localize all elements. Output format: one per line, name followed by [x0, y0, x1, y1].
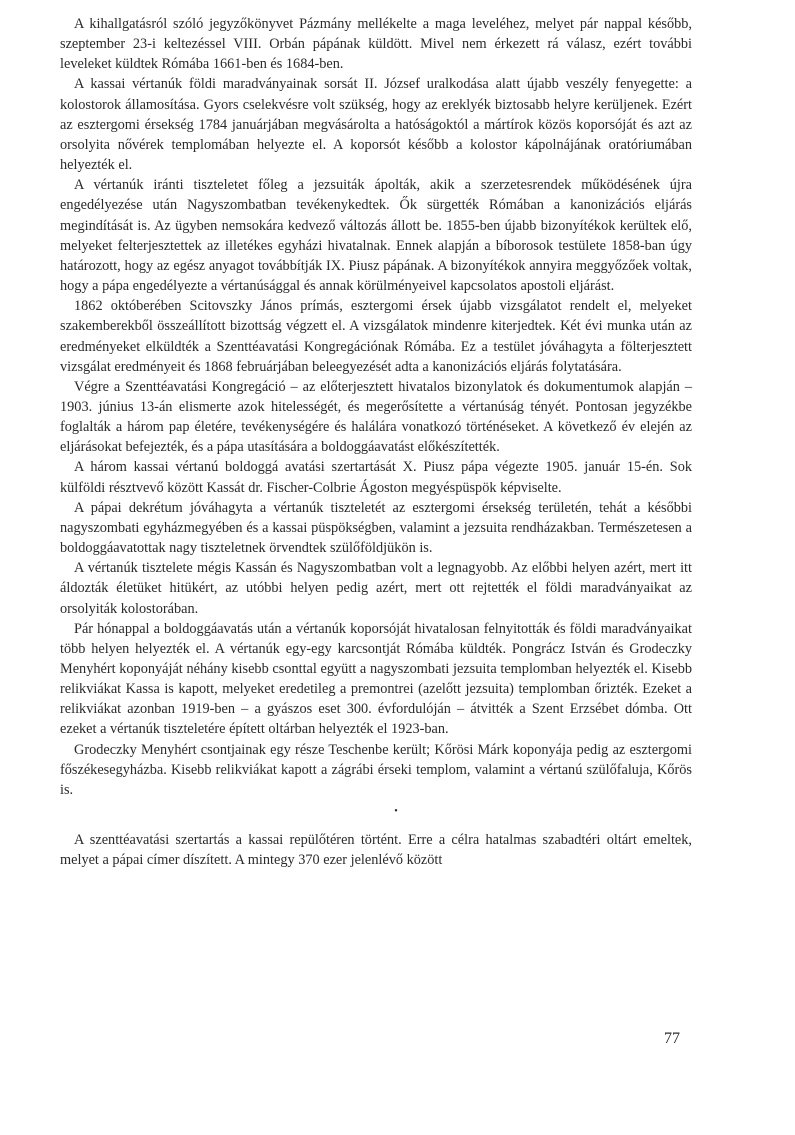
paragraph-2: A kassai vértanúk földi maradványainak sorsát II. József uralkodása alatt újabb veszély fenyegette: a kolostorok államosítása. Gyors cselekvésre volt szükség, hogy az ereklyék biztosabb helyre kerüljenek. Ezért az esztergomi érsekség 1784 januárjában megvásárolta a hatóságoktól a mártírok közös koporsóját és azt az orsolyita nővérek templomában helyezte el. A koporsót később a kolostor kápolnájának oratóriumában helyezték el.	[60, 76, 692, 174]
paragraph-3: A vértanúk iránti tiszteletet főleg a jezsuiták ápolták, akik a szerzetesrendek működésének újra engedélyezése után Nagyszombatban tevékenykedtek. Ők sürgették Rómában a kanonizációs eljárás megindítását is. Az ügyben nemsokára kedvező változás állott be. 1855-ben újabb bizonyítékok kerültek elő, melyeket felterjesztettek az illetékes egyházi hivatalnak. Ennek alapján a bíborosok testülete 1858-ban úgy határozott, hogy az egész anyagot továbbítják IX. Piusz pápának. A bizonyítékok annyira meggyőzőek voltak, hogy a pápa engedélyezte a vértanúsággal és annak körülményeivel kapcsolatos apostoli eljárást.	[60, 177, 692, 295]
paragraph-6: A három kassai vértanú boldoggá avatási szertartását X. Piusz pápa végezte 1905. január 15-én. Sok külföldi résztvevő között Kassát dr. Fischer-Colbrie Ágoston megyéspüspök képviselte.	[60, 459, 692, 496]
paragraph-1: A kihallgatásról szóló jegyzőkönyvet Pázmány mellékelte a maga leveléhez, melyet pár nappal később, szeptember 23-i keltezéssel VIII. Orbán pápának küldött. Mivel nem érkezett rá válasz, ezért további leveleket küldtek Rómába 1661-ben és 1684-ben.	[60, 16, 692, 73]
paragraph-9: Pár hónappal a boldoggáavatás után a vértanúk koporsóját hivatalosan felnyitották és földi maradványaikat több helyen helyezték el. A vértanúk egy-egy karcsontját Rómába küldték. Pongrácz István és Grodeczky Menyhért koponyáját néhány kisebb csonttal együtt a nagyszombati jezsuita templomban helyezték el. Kisebb relikviákat Kassa is kapott, melyeket eredetileg a premontrei (azelőtt jezsuita) templomban őrizték. Ezeket a relikviákat azonban 1919-ben – a gyászos eset 300. évfordulóján – átvitték a Szent Erzsébet dómba. Ott ezeket a vértanúk tiszteletére épített oltárban helyezték el 1923-ban.	[60, 620, 692, 738]
paragraph-final: A szenttéavatási szertartás a kassai repülőtéren történt. Erre a célra hatalmas szabadtéri oltárt emeltek, melyet a pápai címer díszített. A mintegy 370 ezer jelenlévő között	[60, 832, 692, 869]
page-number: 77	[664, 1030, 680, 1047]
paragraph-7: A pápai dekrétum jóváhagyta a vértanúk tiszteletét az esztergomi érsekség területén, tehát a későbbi nagyszombati egyházmegyében és a kassai püspökségben, valamint a jezsuita rendházakban. Természetesen a boldoggáavatottak nagy tiszteletnek örvendtek szülőföldjükön is.	[60, 499, 692, 557]
paragraph-5: Végre a Szenttéavatási Kongregáció – az előterjesztett hivatalos bizonylatok és dokumentumok alapján – 1903. június 13-án elismerte azok hitelességét, és megerősítette a vértanúság tényét. Pontosan jegyzékbe foglalták a három pap életére, tevékenységére és halálára vonatkozó történéseket. A következő év elején az eljárásokat befejezték, és a pápa utasítására a boldoggáavatást előkészítették.	[60, 378, 692, 456]
page-body	[60, 14, 692, 870]
paragraph-10: Grodeczky Menyhért csontjainak egy része Teschenbe került; Kőrösi Márk koponyája pedig az esztergomi főszékesegyházba. Kisebb relikviákat kapott a zágrábi érseki templom, valamint a vértanú szülőfaluja, Kőrös is.	[60, 741, 692, 798]
section-separator: •	[394, 806, 398, 818]
paragraph-4: 1862 októberében Scitovszky János prímás, esztergomi érsek újabb vizsgálatot rendelt el, melyeket szakemberekből összeállított bizottság végzett el. A vizsgálatok mindenre kiterjedtek. Két évi munka után az eredményeket elküldték a Szenttéavatási Kongregációnak Rómába. Ez a testület jóváhagyta a fölterjesztett vizsgálat eredményeit és 1868 februárjában beleegyezését adta a kanonizációs eljárás folytatására.	[60, 298, 692, 375]
paragraph-8: A vértanúk tisztelete mégis Kassán és Nagyszombatban volt a legnagyobb. Az előbbi helyen azért, mert itt áldozták életüket hitükért, az utóbbi helyen pedig azért, mert ott rejtették el földi maradványaikat az orsolyiták kolostorában.	[60, 560, 692, 617]
